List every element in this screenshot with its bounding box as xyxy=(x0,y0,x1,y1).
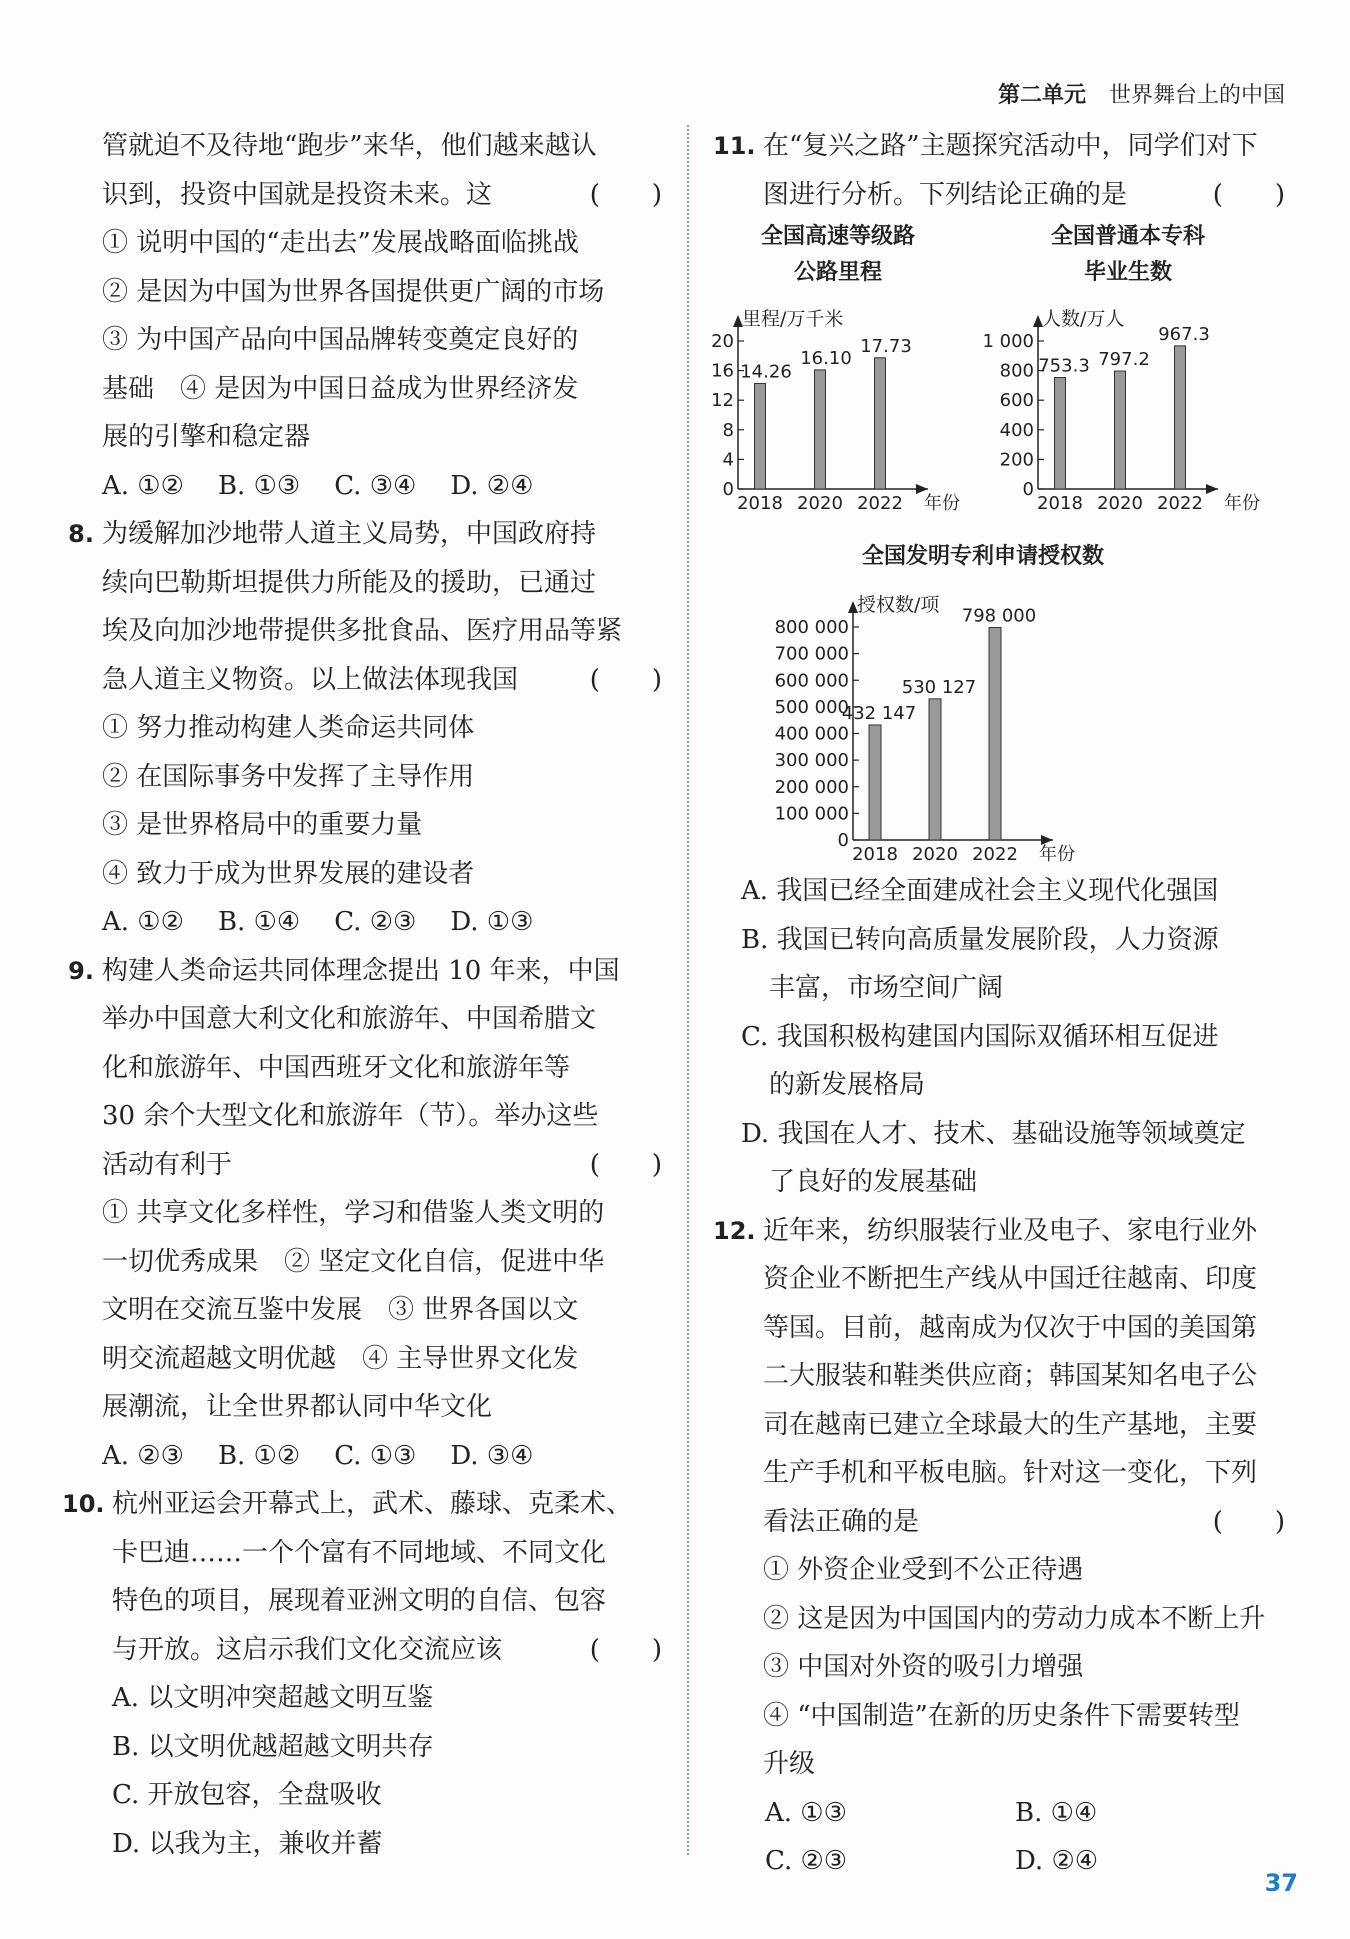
bar xyxy=(869,725,881,840)
q12-item: ② 这是因为中国国内的劳动力成本不断上升 xyxy=(763,1603,1266,1634)
option-c[interactable]: C. 开放包容，全盘吸收 xyxy=(112,1780,382,1810)
q10-line: 特色的项目，展现着亚洲文明的自信、包容 xyxy=(112,1586,607,1616)
q11-options xyxy=(713,867,1285,1207)
answer-paren[interactable]: ( ) xyxy=(589,664,662,695)
q9-item: 一切优秀成果 ② 坚定文化自信，促进中华 xyxy=(102,1246,605,1277)
q11-line: 在“复兴之路”主题探究活动中，同学们对下 xyxy=(763,131,1258,161)
q8-item: ① 努力推动构建人类命运共同体 xyxy=(102,713,475,743)
q7-item: 基础 ④ 是因为中国日益成为世界经济发 xyxy=(102,373,579,404)
q9-line: 30 余个大型文化和旅游年（节）。举办这些 xyxy=(102,1101,599,1131)
y-tick-label: 16 xyxy=(711,360,734,382)
x-tick-label: 2020 xyxy=(797,493,843,514)
bar xyxy=(1055,378,1066,489)
y-tick-label: 800 xyxy=(999,360,1034,382)
q9-options xyxy=(102,1432,662,1481)
x-tick-label: 2020 xyxy=(912,844,958,865)
y-tick-label: 400 xyxy=(999,419,1034,441)
y-tick-label: 800 000 xyxy=(774,617,849,638)
question-9 xyxy=(62,947,662,1481)
q8-line: 为缓解加沙地带人道主义局势，中国政府持 xyxy=(102,519,597,549)
option-b-cont: 丰富，市场空间广阔 xyxy=(769,973,1004,1003)
q8-item: ③ 是世界格局中的重要力量 xyxy=(102,810,423,840)
option-a[interactable]: A. 我国已经全面建成社会主义现代化强国 xyxy=(741,876,1219,906)
option-c[interactable]: C. ②③ xyxy=(765,1846,848,1876)
q12-item: 升级 xyxy=(763,1749,816,1779)
option-b[interactable]: B. ①④ xyxy=(217,907,301,937)
q12-item: ③ 中国对外资的吸引力增强 xyxy=(763,1652,1084,1682)
option-d[interactable]: D. ①③ xyxy=(450,907,534,937)
q8-line: 急人道主义物资。以上做法体现我国 ( ) xyxy=(102,656,662,705)
option-a[interactable]: A. ①③ xyxy=(765,1797,847,1828)
unit-title: 世界舞台上的中国 xyxy=(1108,83,1285,108)
data-label: 798 000 xyxy=(961,605,1037,627)
option-c[interactable]: C. ③④ xyxy=(334,470,417,501)
q9-line: 化和旅游年、中国西班牙文化和旅游年等 xyxy=(102,1052,571,1083)
q7-line: 管就迫不及待地“跑步”来华，他们越来越认 xyxy=(102,131,597,161)
column-divider xyxy=(687,125,689,1855)
option-d[interactable]: D. ③④ xyxy=(450,1440,534,1471)
chart-title: 全国普通本专科 毕业生数 xyxy=(1050,224,1205,285)
q10-line: 与开放。这启示我们文化交流应该 ( ) xyxy=(112,1626,662,1675)
x-tick-label: 2020 xyxy=(1097,493,1143,514)
option-d[interactable]: D. ②④ xyxy=(1015,1846,1099,1876)
bar xyxy=(815,370,826,489)
option-c[interactable]: C. ②③ xyxy=(334,907,417,937)
y-axis-label: 人数/万人 xyxy=(1042,308,1125,330)
x-tick-label: 2022 xyxy=(1157,493,1203,514)
option-c-cont: 的新发展格局 xyxy=(769,1070,926,1100)
data-label: 530 127 xyxy=(901,676,977,698)
bar-chart xyxy=(763,575,1203,865)
x-axis-label: 年份 xyxy=(1039,844,1075,865)
y-tick-label: 200 xyxy=(999,449,1034,471)
q7-item: 展的引擎和稳定器 xyxy=(102,422,311,452)
y-tick-label: 200 000 xyxy=(774,776,849,798)
page-number: 37 xyxy=(1264,1869,1298,1897)
unit-label: 第二单元 xyxy=(997,83,1086,108)
q11-line: 图进行分析。下列结论正确的是 ( ) xyxy=(763,171,1285,220)
question-number: 10. xyxy=(62,1490,105,1518)
bar xyxy=(1175,346,1186,489)
q7-item: ① 说明中国的“走出去”发展战略面临挑战 xyxy=(102,228,579,258)
q12-line: 司在越南已建立全球最大的生产基地，主要 xyxy=(763,1409,1258,1440)
data-label: 967.3 xyxy=(1158,323,1210,345)
data-label: 753.3 xyxy=(1038,355,1090,377)
q9-item: 文明在交流互鉴中发展 ③ 世界各国以文 xyxy=(102,1295,579,1325)
option-b[interactable]: B. ①④ xyxy=(1015,1797,1098,1828)
y-tick-label: 0 xyxy=(837,830,849,851)
x-axis-label: 年份 xyxy=(1224,493,1260,514)
right-column xyxy=(713,122,1285,1886)
chart-graduates xyxy=(978,219,1278,538)
y-tick-label: 4 xyxy=(722,449,734,471)
q7-line: 识到，投资中国就是投资未来。这 ( ) xyxy=(102,171,662,220)
chart-patents xyxy=(763,539,1203,882)
chart-title: 全国高速等级路 公路里程 xyxy=(760,224,915,285)
data-label: 16.10 xyxy=(800,347,852,369)
page-header xyxy=(998,78,1285,109)
y-tick-label: 300 000 xyxy=(774,750,849,772)
option-a[interactable]: A. ①② xyxy=(102,470,184,501)
option-b[interactable]: B. 我国已转向高质量发展阶段，人力资源 xyxy=(741,924,1219,955)
y-tick-label: 100 000 xyxy=(774,803,849,825)
option-d[interactable]: D. 以我为主，兼收并蓄 xyxy=(112,1828,383,1859)
option-b[interactable]: B. ①② xyxy=(217,1440,301,1471)
q9-line: 举办中国意大利文化和旅游年、中国希腊文 xyxy=(102,1004,597,1034)
data-label: 432 147 xyxy=(841,702,917,724)
q9-item: 明交流超越文明优越 ④ 主导世界文化发 xyxy=(102,1343,579,1374)
charts-area xyxy=(693,219,1285,867)
chart-title: 全国发明专利申请授权数 xyxy=(861,544,1104,569)
q9-item: ① 共享文化多样性，学习和借鉴人类文明的 xyxy=(102,1198,605,1228)
option-d[interactable]: D. 我国在人才、技术、基础设施等领域奠定 xyxy=(741,1118,1246,1149)
q8-item: ④ 致力于成为世界发展的建设者 xyxy=(102,858,475,889)
y-tick-label: 600 xyxy=(999,390,1034,412)
question-11 xyxy=(713,122,1285,219)
y-tick-label: 8 xyxy=(722,419,734,441)
question-10 xyxy=(62,1480,662,1868)
question-number: 12. xyxy=(713,1216,756,1245)
question-number: 11. xyxy=(713,132,756,160)
q12-line: 二大服装和鞋类供应商；韩国某知名电子公 xyxy=(763,1361,1258,1391)
answer-paren[interactable]: ( ) xyxy=(1212,179,1285,210)
y-tick-label: 1 000 xyxy=(982,331,1034,352)
option-a[interactable]: A. 以文明冲突超越文明互鉴 xyxy=(112,1683,434,1713)
y-tick-label: 20 xyxy=(711,331,734,352)
question-12 xyxy=(713,1207,1285,1789)
q10-line: 卡巴迪……一个个富有不同地域、不同文化 xyxy=(112,1537,607,1568)
y-axis-label: 里程/万千米 xyxy=(742,308,844,330)
option-a[interactable]: A. ②③ xyxy=(102,1440,184,1471)
option-c[interactable]: C. ①③ xyxy=(334,1440,417,1471)
x-tick-label: 2022 xyxy=(857,493,903,514)
x-tick-label: 2018 xyxy=(1037,493,1083,514)
q8-item: ② 在国际事务中发挥了主导作用 xyxy=(102,761,475,792)
q12-line: 近年来，纺织服装行业及电子、家电行业外 xyxy=(763,1215,1258,1246)
q9-line: 构建人类命运共同体理念提出 10 年来，中国 xyxy=(102,955,620,986)
option-b[interactable]: B. ①③ xyxy=(217,470,301,501)
q8-line: 续向巴勒斯坦提供力所能及的援助，已通过 xyxy=(102,567,597,598)
q8-line: 埃及向加沙地带提供多批食品、医疗用品等紧 xyxy=(102,616,623,646)
q7-item: ③ 为中国产品向中国品牌转变奠定良好的 xyxy=(102,325,579,355)
bar xyxy=(875,358,886,489)
data-label: 797.2 xyxy=(1098,349,1150,371)
q12-line: 资企业不断把生产线从中国迁往越南、印度 xyxy=(763,1264,1258,1294)
bar xyxy=(755,383,766,489)
question-8 xyxy=(62,510,662,947)
option-c[interactable]: C. 我国积极构建国内国际双循环相互促进 xyxy=(741,1021,1219,1052)
data-label: 14.26 xyxy=(740,361,792,383)
y-tick-label: 400 000 xyxy=(774,723,849,745)
q12-item: ④ “中国制造”在新的历史条件下需要转型 xyxy=(763,1700,1240,1731)
answer-paren[interactable]: ( ) xyxy=(589,1634,662,1665)
x-tick-label: 2018 xyxy=(852,844,898,865)
q9-item: 展潮流，让全世界都认同中华文化 xyxy=(102,1392,493,1422)
y-tick-label: 500 000 xyxy=(774,696,849,718)
chart-highway xyxy=(693,219,983,538)
q12-line: 等国。目前，越南成为仅次于中国的美国第 xyxy=(763,1312,1258,1343)
y-tick-label: 12 xyxy=(711,390,734,412)
question-number: 9. xyxy=(68,956,94,985)
x-axis-arrow xyxy=(1206,484,1218,494)
q12-line: 生产手机和平板电脑。针对这一变化，下列 xyxy=(763,1458,1258,1488)
bar-chart xyxy=(693,291,983,521)
x-tick-label: 2018 xyxy=(737,493,783,514)
q7-options xyxy=(102,462,662,511)
answer-paren[interactable]: ( ) xyxy=(589,179,662,210)
y-tick-label: 700 000 xyxy=(774,643,849,665)
option-a[interactable]: A. ①② xyxy=(102,907,184,937)
y-axis-label: 授权数/项 xyxy=(857,594,940,616)
q7-item: ② 是因为中国为世界各国提供更广阔的市场 xyxy=(102,276,605,307)
bar xyxy=(989,628,1001,840)
q10-line: 杭州亚运会开幕式上，武术、藤球、克柔术、 xyxy=(112,1489,633,1519)
option-d-cont: 了良好的发展基础 xyxy=(769,1167,978,1197)
data-label: 17.73 xyxy=(860,335,912,357)
q12-line: 看法正确的是 ( ) xyxy=(763,1498,1285,1547)
answer-paren[interactable]: ( ) xyxy=(589,1149,662,1180)
q8-options xyxy=(102,898,662,947)
x-tick-label: 2022 xyxy=(972,844,1018,865)
y-tick-label: 600 000 xyxy=(774,670,849,692)
y-tick-label: 0 xyxy=(1022,479,1034,500)
bar-chart xyxy=(978,291,1278,521)
left-column xyxy=(62,122,662,1868)
q12-item: ① 外资企业受到不公正待遇 xyxy=(763,1555,1084,1585)
option-d[interactable]: D. ②④ xyxy=(450,470,534,501)
bar xyxy=(1115,371,1126,489)
answer-paren[interactable]: ( ) xyxy=(1212,1506,1285,1537)
q9-line: 活动有利于 ( ) xyxy=(102,1141,662,1190)
bar xyxy=(929,699,941,840)
x-axis-label: 年份 xyxy=(924,493,960,514)
q12-options xyxy=(713,1789,1285,1886)
question-number: 8. xyxy=(68,520,94,548)
option-b[interactable]: B. 以文明优越超越文明共存 xyxy=(112,1731,434,1762)
y-tick-label: 0 xyxy=(722,479,734,500)
